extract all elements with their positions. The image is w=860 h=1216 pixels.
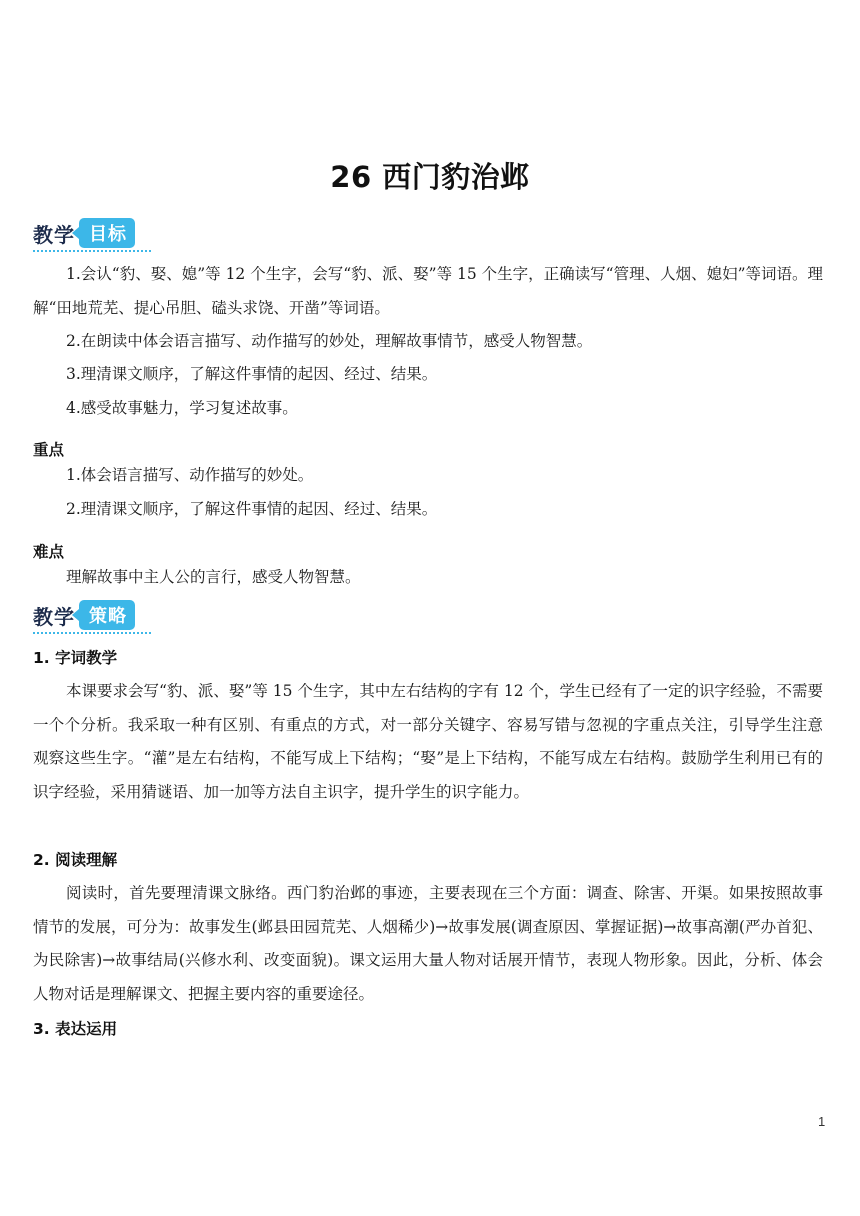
goal-item-3: 3.理清课文顺序，了解这件事情的起因、经过、结果。 [66,365,438,383]
page-number: 1 [818,1114,826,1129]
badge-left-label: 教学 [33,222,75,247]
page-title: 26 西门豹治邺 [330,160,530,194]
key-point-item-2: 2.理清课文顺序，了解这件事情的起因、经过、结果。 [66,500,438,518]
strategy-sub3-heading: 3. 表达运用 [33,1020,118,1038]
goal-item-1: 1.会认“豹、娶、媳”等 12 个生字，会写“豹、派、娶”等 15 个生字，正确读写“管理、人烟、媳妇”等词语。理解“田地荒芜、提心吊胆、磕头求饶、开凿”等词语。 [33,265,823,317]
difficulties-heading: 难点 [33,543,65,561]
badge-right-label: 策略 [79,600,135,630]
badge-left-label: 教学 [33,604,75,629]
goal-item-4: 4.感受故事魅力，学习复述故事。 [66,399,298,417]
strategy-sub1-text: 本课要求会写“豹、派、娶”等 15 个生字，其中左右结构的字有 12 个，学生已经有了一定的识字经验，不需要一个个分析。我采取一种有区别、有重点的方式，对一部分关键字、容易写错与忽视的字重点关注，引导学生注意观察这些生字。“灌”是左右结构，不能写成上下结构；“娶”是上下结构，不能写成左右结构。鼓励学生利用已有的识字经验，采用猜谜语、加一加等方法自主识字，提升学生的识字能力。 [33,682,824,801]
badge-underline [33,632,151,634]
key-point-item-1: 1.体会语言描写、动作描写的妙处。 [66,466,314,484]
strategy-sub2-text: 阅读时，首先要理清课文脉络。西门豹治邺的事迹，主要表现在三个方面：调查、除害、开渠。如果按照故事情节的发展，可分为：故事发生(邺县田园荒芜、人烟稀少)→故事发展(调查原因、掌握证据)→故事高潮(严办首犯、为民除害)→故事结局(兴修水利、改变面貌)。课文运用大量人物对话展开情节，表现人物形象。因此，分析、体会人物对话是理解课文、把握主要内容的重要途径。 [33,884,823,1003]
section-badge-strategy [33,600,135,630]
section-badge-goals [33,218,135,248]
strategy-sub1-heading: 1. 字词教学 [33,649,118,667]
strategy-sub2-heading: 2. 阅读理解 [33,851,118,869]
difficulty-item-1: 理解故事中主人公的言行，感受人物智慧。 [66,568,361,586]
key-points-heading: 重点 [33,441,65,459]
badge-right-label: 目标 [79,218,135,248]
goal-item-2: 2.在朗读中体会语言描写、动作描写的妙处，理解故事情节，感受人物智慧。 [66,332,593,350]
badge-underline [33,250,151,252]
